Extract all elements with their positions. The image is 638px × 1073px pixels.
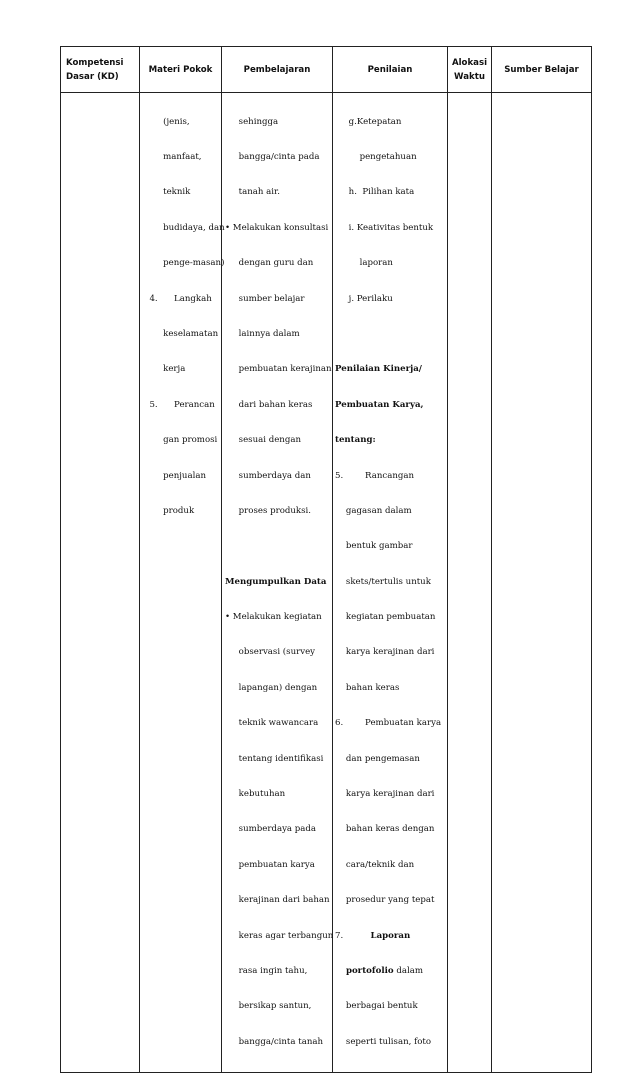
pembelajaran-line: bangga/cinta tanah (225, 1036, 324, 1047)
pembelajaran-line: lainnya dalam (225, 328, 300, 339)
penilaian-line: dan pengemasan (335, 753, 420, 764)
materi-line: gan promosi (144, 435, 218, 446)
penilaian-item7-line1 (335, 931, 447, 943)
pembelajaran-line: lapangan) dengan (225, 682, 318, 693)
header-materi: Materi Pokok (140, 47, 222, 93)
header-alokasi (448, 47, 492, 93)
pembelajaran-line: • Melakukan konsultasi (225, 222, 329, 233)
pembelajaran-line: dari bahan keras (225, 399, 313, 410)
penilaian-heading-line2: Pembuatan Karya, (335, 399, 424, 410)
materi-line: penge-masan) (144, 258, 225, 269)
penilaian-line: laporan (335, 258, 393, 269)
pembelajaran-line: dengan guru dan (225, 258, 314, 269)
cell-materi (140, 93, 225, 1073)
pembelajaran-line: rasa ingin tahu, (225, 965, 308, 976)
penilaian-line: prosedur yang tepat (335, 895, 435, 906)
materi-line: produk (144, 505, 195, 516)
pembelajaran-line: observasi (survey (225, 647, 316, 658)
pembelajaran-line: tanah air. (225, 187, 280, 198)
penilaian-item7-line2 (335, 966, 447, 978)
pembelajaran-line: pembuatan kerajinan (225, 364, 332, 375)
pembelajaran-line: sumberdaya pada (225, 824, 317, 835)
penilaian-heading-line1: Penilaian Kinerja/ (335, 364, 422, 375)
materi-line: (jenis, (144, 116, 190, 127)
pembelajaran-line: proses produksi. (225, 505, 311, 516)
blank-line (225, 541, 332, 553)
header-pembelajaran: Pembelajaran (222, 47, 333, 93)
header-sumber: Sumber Belajar (492, 47, 592, 93)
penilaian-line: seperti tulisan, foto (335, 1036, 432, 1047)
header-row (61, 47, 592, 93)
materi-line: penjualan (144, 470, 206, 481)
cell-penilaian (333, 93, 448, 1073)
pembelajaran-line: keras agar terbangun (225, 930, 334, 941)
penilaian-line: berbagai bentuk (335, 1001, 418, 1012)
penilaian-line: kegiatan pembuatan (335, 612, 436, 623)
penilaian-line: cara/teknik dan (335, 859, 415, 870)
materi-line: manfaat, (144, 151, 202, 162)
penilaian-line: karya kerajinan dari (335, 789, 435, 800)
penilaian-heading-line3: tentang: (335, 435, 376, 446)
pembelajaran-line: bersikap santun, (225, 1001, 312, 1012)
penilaian-line: bahan keras (335, 682, 400, 693)
penilaian-line: bentuk gambar (335, 541, 413, 552)
penilaian-line: g.Ketepatan (335, 116, 402, 127)
cell-pembelajaran (222, 93, 333, 1073)
blank-line (335, 329, 447, 341)
header-kompetensi-line2: Dasar (KD) (66, 71, 119, 82)
penilaian-line: bahan keras dengan (335, 824, 435, 835)
pembelajaran-line: sumber belajar (225, 293, 305, 304)
penilaian-line: karya kerajinan dari (335, 647, 435, 658)
penilaian-line: j. Perilaku (335, 293, 393, 304)
pembelajaran-line: kebutuhan (225, 789, 286, 800)
materi-line: teknik (144, 187, 191, 198)
penilaian-line: 5. Rancangan (335, 470, 415, 481)
penilaian-line: skets/tertulis untuk (335, 576, 431, 587)
item7-bold-laporan: Laporan (370, 930, 411, 941)
penilaian-line: pengetahuan (335, 151, 417, 162)
pembelajaran-heading: Mengumpulkan Data (225, 576, 327, 587)
penilaian-line: 6. Pembuatan karya (335, 718, 442, 729)
materi-line: kerja (144, 364, 186, 375)
pembelajaran-line: kerajinan dari bahan (225, 895, 330, 906)
pembelajaran-line: teknik wawancara (225, 718, 319, 729)
rpp-table (60, 46, 592, 1073)
cell-kompetensi (61, 93, 140, 1073)
item7-number: 7. (335, 930, 344, 941)
pembelajaran-line: sehingga (225, 116, 279, 127)
materi-line: budidaya, dan (144, 222, 225, 233)
pembelajaran-line: sumberdaya dan (225, 470, 311, 481)
penilaian-line: h. Pilihan kata (335, 187, 415, 198)
item7-bold-portofolio: portofolio (345, 965, 394, 976)
materi-line: 5. Perancan (144, 399, 215, 410)
penilaian-line: gagasan dalam (335, 505, 412, 516)
cell-alokasi (448, 93, 492, 1073)
cell-sumber (492, 93, 592, 1073)
materi-line: 4. Langkah (144, 293, 212, 304)
header-alokasi-line2: Waktu (454, 71, 485, 82)
penilaian-line: i. Keativitas bentuk (335, 222, 434, 233)
header-kompetensi (61, 47, 140, 93)
pembelajaran-line: bangga/cinta pada (225, 151, 320, 162)
header-kompetensi-line1: Kompetensi (66, 57, 124, 68)
content-row (61, 93, 592, 1073)
header-alokasi-line1: Alokasi (451, 57, 488, 68)
item7-rest: dalam (393, 965, 423, 976)
pembelajaran-line: tentang identifikasi (225, 753, 324, 764)
pembelajaran-line: sesuai dengan (225, 435, 301, 446)
pembelajaran-line: • Melakukan kegiatan (225, 612, 322, 623)
pembelajaran-line: pembuatan karya (225, 859, 315, 870)
header-penilaian: Penilaian (333, 47, 448, 93)
materi-line: keselamatan (144, 328, 219, 339)
